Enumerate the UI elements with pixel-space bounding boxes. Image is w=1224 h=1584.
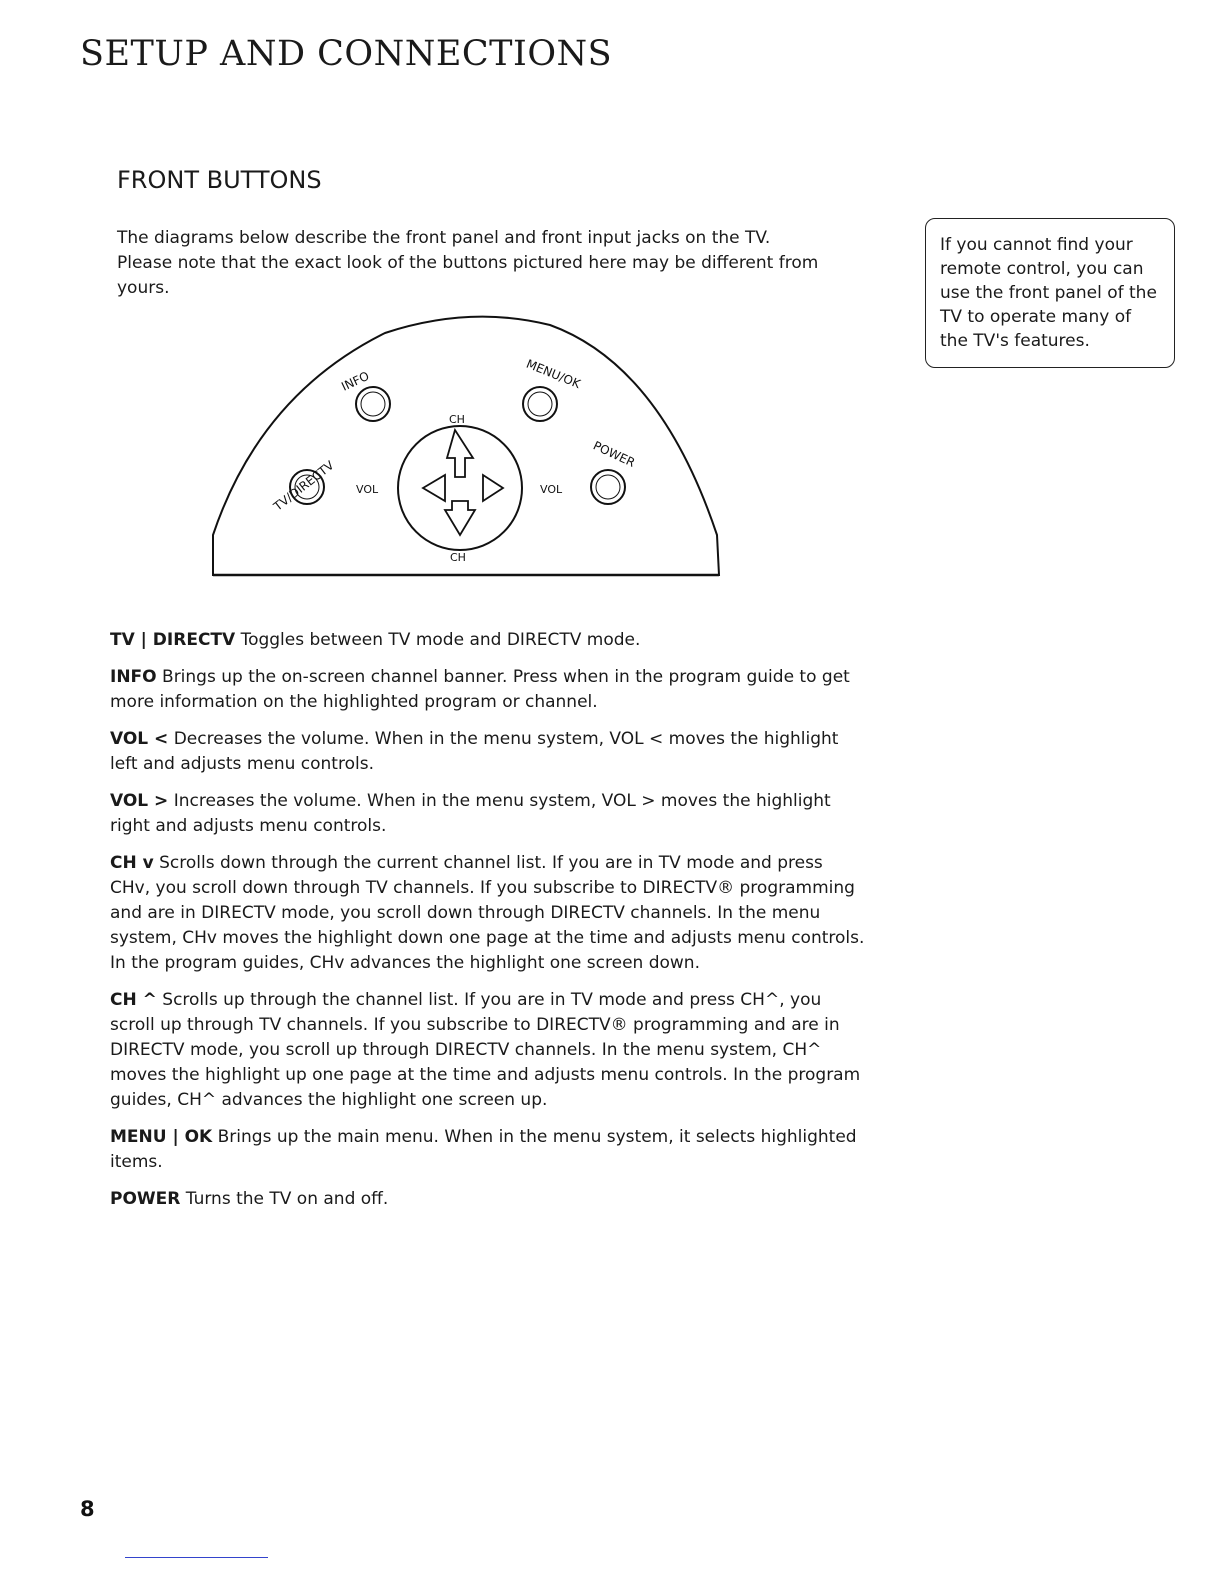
definition-text-line: CHv, you scroll down through TV channels. If you subscribe to DIRECTV® programming	[110, 878, 855, 898]
definition-text-line: right and adjusts menu controls.	[110, 816, 387, 836]
ch-down-label: CH	[450, 551, 466, 564]
tv-directv-label: TV/DIRECTV	[271, 458, 337, 514]
sidenote-line: the TV's features.	[940, 331, 1090, 351]
intro-line: Please note that the exact look of the buttons pictured here may be different from	[117, 253, 819, 273]
intro-line: yours.	[117, 278, 170, 298]
sidenote-line: use the front panel of the	[940, 283, 1157, 303]
definition-item	[110, 1125, 895, 1175]
definition-text-line: items.	[110, 1152, 163, 1172]
definition-term: CH v	[110, 853, 154, 873]
page-title: SETUP AND CONNECTIONS	[80, 34, 613, 74]
power-label: POWER	[590, 438, 638, 470]
info-button	[356, 387, 390, 421]
definition-text-line: moves the highlight up one page at the time and adjusts menu controls. In the program	[110, 1065, 861, 1085]
definition-item	[110, 665, 895, 715]
section-title: FRONT BUTTONS	[117, 166, 322, 194]
definition-item	[110, 1187, 895, 1212]
front-panel-diagram	[205, 305, 735, 589]
menu-ok-label: MENU/OK	[524, 356, 583, 392]
definition-item	[110, 851, 895, 976]
definition-text-line: system, CHv moves the highlight down one page at the time and adjusts menu controls.	[110, 928, 865, 948]
definition-text-line: more information on the highlighted program or channel.	[110, 692, 598, 712]
definition-text-line: Scrolls up through the channel list. If you are in TV mode and press CH^, you	[162, 990, 822, 1010]
definition-term: VOL >	[110, 791, 169, 811]
definition-text-line: left and adjusts menu controls.	[110, 754, 374, 774]
definition-text-line: Brings up the main menu. When in the menu system, it selects highlighted	[217, 1127, 857, 1147]
definition-item	[110, 727, 895, 777]
sidenote-line: TV to operate many of	[940, 307, 1132, 327]
definition-term: TV | DIRECTV	[110, 630, 236, 650]
front-panel-svg	[205, 305, 735, 585]
definition-text-line: and are in DIRECTV mode, you scroll down through DIRECTV channels. In the menu	[110, 903, 821, 923]
vol-right-label: VOL	[540, 483, 563, 496]
definition-text-line: In the program guides, CHv advances the highlight one screen down.	[110, 953, 700, 973]
definition-term: VOL <	[110, 729, 169, 749]
definition-text-line: scroll up through TV channels. If you subscribe to DIRECTV® programming and are in	[110, 1015, 840, 1035]
vol-left-label: VOL	[356, 483, 379, 496]
button-definitions	[110, 628, 895, 1224]
definition-term: MENU | OK	[110, 1127, 213, 1147]
definition-item	[110, 628, 895, 653]
ch-down-arrow	[445, 501, 475, 535]
sidenote-box	[925, 218, 1175, 368]
sidenote-line: If you cannot find your	[940, 235, 1133, 255]
page-number: 8	[80, 1497, 95, 1521]
definition-text-line: Increases the volume. When in the menu system, VOL > moves the highlight	[173, 791, 831, 811]
definition-text-line: DIRECTV mode, you scroll up through DIRECTV channels. In the menu system, CH^	[110, 1040, 822, 1060]
definition-term: CH ^	[110, 990, 157, 1010]
definition-text-line: Toggles between TV mode and DIRECTV mode.	[240, 630, 641, 650]
ch-up-label: CH	[449, 413, 465, 426]
vol-left-arrow	[423, 475, 445, 501]
footer-rule	[125, 1557, 268, 1558]
sidenote-line: remote control, you can	[940, 259, 1144, 279]
definition-text-line: Turns the TV on and off.	[185, 1189, 389, 1209]
definition-text-line: Brings up the on-screen channel banner. Press when in the program guide to get	[162, 667, 850, 687]
definition-text-line: Decreases the volume. When in the menu system, VOL < moves the highlight	[173, 729, 839, 749]
ch-up-arrow	[447, 430, 473, 477]
definition-text-line: Scrolls down through the current channel list. If you are in TV mode and press	[159, 853, 823, 873]
definition-term: POWER	[110, 1189, 181, 1209]
vol-right-arrow	[483, 475, 503, 501]
menu-ok-button	[523, 387, 557, 421]
definition-term: INFO	[110, 667, 157, 687]
intro-line: The diagrams below describe the front panel and front input jacks on the TV.	[117, 228, 771, 248]
definition-item	[110, 988, 895, 1113]
definition-item	[110, 789, 895, 839]
definition-text-line: guides, CH^ advances the highlight one screen up.	[110, 1090, 548, 1110]
info-label: INFO	[339, 368, 372, 394]
intro-paragraph	[117, 226, 852, 301]
power-button	[591, 470, 625, 504]
